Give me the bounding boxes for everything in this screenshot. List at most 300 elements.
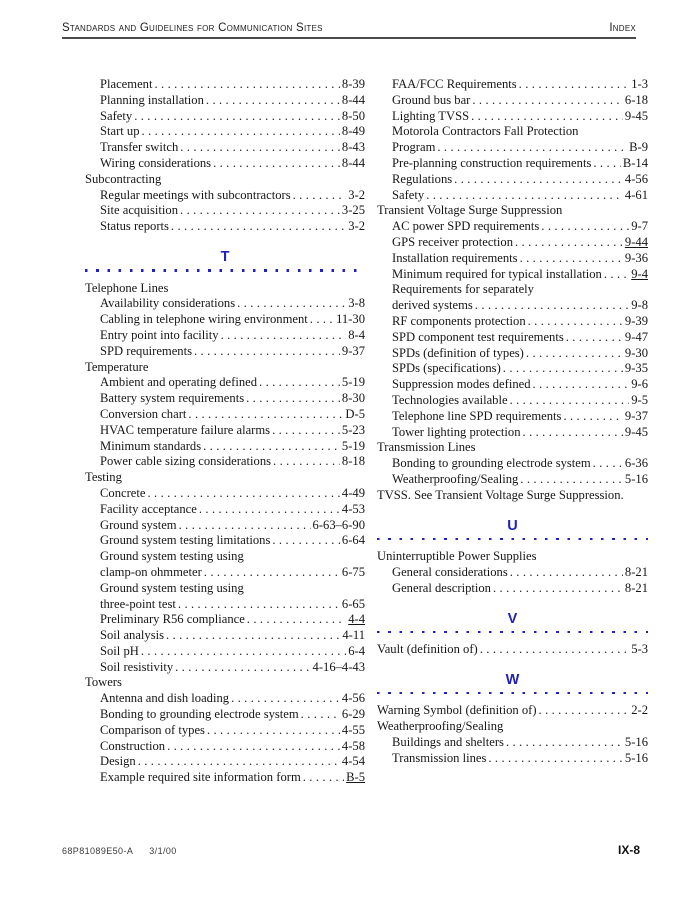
section-divider-T xyxy=(85,249,365,272)
index-entry-row xyxy=(85,281,365,297)
dot-leader xyxy=(221,328,347,344)
index-entry-row xyxy=(392,219,648,235)
entry-text: Safety xyxy=(100,108,133,123)
dot-leader xyxy=(171,219,346,235)
dot-leader xyxy=(207,723,340,739)
entry-page: 1-3 xyxy=(631,77,648,91)
index-column-right xyxy=(377,77,648,786)
entry-page: 6-65 xyxy=(341,596,365,611)
entry-text: Motorola Contractors Fall Protection xyxy=(392,124,579,139)
index-entry-row xyxy=(392,346,648,362)
index-entry xyxy=(377,330,648,346)
dot-leader xyxy=(533,377,630,393)
document-date: 3/1/00 xyxy=(149,846,177,856)
entry-text: Technologies available xyxy=(392,392,508,407)
section-divider-U xyxy=(377,518,648,541)
dot-leader xyxy=(175,660,310,676)
dot-leader xyxy=(272,423,340,439)
index-entry xyxy=(85,739,365,755)
entry-text: Buildings and shelters xyxy=(392,735,504,750)
entry-text: HVAC temperature failure alarms xyxy=(100,422,271,437)
index-entry xyxy=(85,423,365,439)
section-dotted-rule xyxy=(85,269,365,272)
entry-text: Minimum required for typical installation xyxy=(392,266,602,281)
section-dotted-rule xyxy=(377,692,648,695)
index-entry-row xyxy=(100,644,365,660)
index-entry-row xyxy=(100,391,365,407)
entry-text: RF components protection xyxy=(392,313,526,328)
index-entry xyxy=(85,407,365,423)
dot-leader xyxy=(472,93,623,109)
dot-leader xyxy=(526,346,623,362)
dot-leader xyxy=(303,770,344,786)
index-entry xyxy=(85,581,365,613)
index-entry-row xyxy=(392,472,648,488)
index-entry xyxy=(85,518,365,534)
dot-leader xyxy=(454,172,623,188)
entry-text: Pre-planning construction requirements xyxy=(392,155,592,170)
dot-leader xyxy=(203,439,340,455)
index-entry-row xyxy=(377,703,648,719)
index-entry-row xyxy=(392,409,648,425)
dot-leader xyxy=(563,409,622,425)
entry-page: 9-45 xyxy=(624,424,648,439)
dot-leader xyxy=(520,472,623,488)
index-entry xyxy=(377,156,648,172)
entry-page: 4-49 xyxy=(341,485,365,500)
index-entry xyxy=(85,502,365,518)
index-entry xyxy=(377,751,648,767)
entry-text: General considerations xyxy=(392,564,508,579)
dot-leader xyxy=(134,109,340,125)
entry-page: 5-19 xyxy=(341,438,365,453)
dot-leader xyxy=(167,739,340,755)
entry-text: Towers xyxy=(85,675,122,690)
entry-text: Weatherproofing/Sealing xyxy=(377,719,504,734)
dot-leader xyxy=(523,425,623,441)
dot-leader xyxy=(471,109,623,125)
index-entry xyxy=(377,565,648,581)
dot-leader xyxy=(188,407,343,423)
entry-text: Example required site information form xyxy=(100,770,301,785)
index-entry-row xyxy=(100,77,365,93)
dot-leader xyxy=(231,691,340,707)
entry-page: 4-56 xyxy=(341,691,365,706)
index-entry xyxy=(85,93,365,109)
entry-text: Design xyxy=(100,754,136,769)
document-number: 68P81089E50-A xyxy=(62,846,134,856)
dot-leader xyxy=(237,296,346,312)
index-entry-row xyxy=(100,219,365,235)
index-entry xyxy=(377,377,648,393)
entry-text: AC power SPD requirements xyxy=(392,219,540,234)
index-entry xyxy=(377,109,648,125)
index-entry xyxy=(377,703,648,719)
section-dotted-rule xyxy=(377,538,648,541)
index-entry xyxy=(377,172,648,188)
entry-text: Availability considerations xyxy=(100,296,236,311)
index-entry-row xyxy=(392,77,648,93)
section-letter: V xyxy=(507,610,518,627)
index-heading xyxy=(85,470,365,486)
entry-page: 8-4 xyxy=(348,327,365,342)
index-entry-row xyxy=(377,719,648,735)
entry-page: 6-64 xyxy=(341,533,365,548)
index-entry-row xyxy=(100,203,365,219)
index-entry xyxy=(377,735,648,751)
index-entry xyxy=(85,486,365,502)
entry-page: 9-45 xyxy=(624,108,648,123)
entry-text: Planning installation xyxy=(100,92,204,107)
index-entry-row xyxy=(392,172,648,188)
index-entry xyxy=(377,251,648,267)
index-column-left xyxy=(85,77,365,786)
index-heading xyxy=(377,440,648,456)
dot-leader xyxy=(142,124,340,140)
index-entry-row xyxy=(392,735,648,751)
index-entry-row xyxy=(392,188,648,204)
entry-page: 4-54 xyxy=(341,754,365,769)
index-entry xyxy=(85,628,365,644)
index-entry xyxy=(377,425,648,441)
entry-text: Regulations xyxy=(392,171,453,186)
dot-leader xyxy=(272,533,340,549)
dot-leader xyxy=(515,235,623,251)
index-entry xyxy=(85,375,365,391)
entry-page-link[interactable]: 9-4 xyxy=(631,266,648,281)
dot-leader xyxy=(539,703,630,719)
index-entry xyxy=(377,472,648,488)
entry-page: 4-56 xyxy=(624,171,648,186)
dot-leader xyxy=(178,597,340,613)
entry-text: clamp-on ohmmeter xyxy=(100,564,202,579)
index-entry xyxy=(377,77,648,93)
entry-page: 4-53 xyxy=(341,501,365,516)
dot-leader xyxy=(138,754,340,770)
index-entry xyxy=(85,612,365,628)
index-entry-row xyxy=(85,675,365,691)
dot-leader xyxy=(506,735,623,751)
index-entry-row xyxy=(377,440,648,456)
dot-leader xyxy=(301,707,340,723)
index-entry-row xyxy=(100,407,365,423)
section-divider-V xyxy=(377,611,648,634)
dot-leader xyxy=(488,751,623,767)
entry-text: Installation requirements xyxy=(392,250,518,265)
page-footer xyxy=(62,843,640,857)
index-entry xyxy=(85,328,365,344)
index-entry-row xyxy=(377,549,648,565)
entry-text: SPDs (definition of types) xyxy=(392,345,524,360)
index-entry xyxy=(85,109,365,125)
index-entry xyxy=(85,707,365,723)
page-number: IX-8 xyxy=(617,843,640,857)
index-entry-row xyxy=(392,330,648,346)
index-entry-row xyxy=(100,549,365,565)
dot-leader xyxy=(273,454,340,470)
entry-page: 8-18 xyxy=(341,454,365,469)
entry-text: Power cable sizing considerations xyxy=(100,454,272,469)
entry-text: Entry point into facility xyxy=(100,327,219,342)
dot-leader xyxy=(179,518,311,534)
index-entry xyxy=(85,533,365,549)
index-entry-row xyxy=(100,423,365,439)
dot-leader xyxy=(604,267,629,283)
entry-page: 9-47 xyxy=(624,329,648,344)
dot-leader xyxy=(475,298,629,314)
entry-page: 8-50 xyxy=(341,108,365,123)
index-heading xyxy=(377,488,648,504)
index-entry xyxy=(377,267,648,283)
index-entry xyxy=(85,439,365,455)
entry-page: 8-43 xyxy=(341,140,365,155)
index-entry xyxy=(85,77,365,93)
entry-page: 6-63–6-90 xyxy=(312,517,365,532)
section-letter: T xyxy=(220,248,230,265)
entry-page: 5-3 xyxy=(631,642,648,657)
entry-text: Start up xyxy=(100,124,140,139)
dot-leader xyxy=(480,642,629,658)
entry-page: 5-19 xyxy=(341,375,365,390)
dot-leader xyxy=(147,486,339,502)
index-entry xyxy=(85,644,365,660)
dot-leader xyxy=(426,188,623,204)
entry-text: Transient Voltage Surge Suppression xyxy=(377,203,563,218)
index-entry-row xyxy=(392,393,648,409)
dot-leader xyxy=(246,391,340,407)
entry-text: Site acquisition xyxy=(100,203,179,218)
header-right-title: Index xyxy=(609,22,636,34)
entry-page: 8-39 xyxy=(341,77,365,91)
index-entry-row xyxy=(100,565,365,581)
entry-page: D-5 xyxy=(345,406,365,421)
entry-page: 6-75 xyxy=(341,564,365,579)
dot-leader xyxy=(141,644,346,660)
header-left-title: Standards and Guidelines for Communication Sites xyxy=(62,22,323,34)
index-entry-row xyxy=(100,328,365,344)
index-entry xyxy=(377,361,648,377)
index-entry-row xyxy=(100,296,365,312)
dot-leader xyxy=(293,188,347,204)
index-entry xyxy=(377,188,648,204)
entry-page: 9-5 xyxy=(631,392,648,407)
entry-page: 3-2 xyxy=(348,219,365,234)
entry-text: Vault (definition of) xyxy=(377,642,478,657)
index-entry xyxy=(377,235,648,251)
index-entry xyxy=(377,314,648,330)
entry-page: 3-2 xyxy=(348,187,365,202)
index-entry xyxy=(85,156,365,172)
entry-text: Ground system testing limitations xyxy=(100,533,271,548)
entry-page: 9-30 xyxy=(624,345,648,360)
index-entry-row xyxy=(392,282,648,298)
index-heading xyxy=(85,675,365,691)
index-heading xyxy=(85,281,365,297)
entry-text: Requirements for separately xyxy=(392,282,534,297)
entry-page: 9-37 xyxy=(341,343,365,358)
index-entry-row xyxy=(100,707,365,723)
dot-leader xyxy=(493,581,623,597)
index-entry-row xyxy=(100,723,365,739)
entry-page: 5-16 xyxy=(624,735,648,750)
index-entry-row xyxy=(100,660,365,676)
index-entry xyxy=(85,660,365,676)
index-entry-row xyxy=(392,298,648,314)
index-entry-row xyxy=(392,314,648,330)
entry-text: Soil pH xyxy=(100,643,139,658)
index-entry xyxy=(85,391,365,407)
index-entry xyxy=(85,219,365,235)
entry-text: Ground bus bar xyxy=(392,92,471,107)
index-entry-row xyxy=(85,172,365,188)
index-heading xyxy=(85,172,365,188)
index-entry xyxy=(377,456,648,472)
entry-text: Subcontracting xyxy=(85,171,162,186)
index-entry-row xyxy=(100,628,365,644)
index-entry-row xyxy=(392,565,648,581)
entry-text: Lighting TVSS xyxy=(392,108,470,123)
dot-leader xyxy=(154,77,339,93)
dot-leader xyxy=(259,375,340,391)
entry-text: derived systems xyxy=(392,298,473,313)
entry-page: 9-6 xyxy=(631,377,648,392)
index-entry-row xyxy=(392,156,648,172)
index-heading xyxy=(377,203,648,219)
dot-leader xyxy=(213,156,340,172)
index-entry-row xyxy=(377,642,648,658)
index-entry-row xyxy=(392,456,648,472)
index-entry-row xyxy=(100,375,365,391)
index-entry-row xyxy=(85,470,365,486)
entry-page: B-9 xyxy=(629,140,648,155)
index-entry xyxy=(85,454,365,470)
entry-page: 8-30 xyxy=(341,391,365,406)
index-entry-row xyxy=(392,235,648,251)
dot-leader xyxy=(510,393,630,409)
dot-leader xyxy=(437,140,627,156)
entry-text: General description xyxy=(392,580,491,595)
index-entry-row xyxy=(392,267,648,283)
index-entry-row xyxy=(85,360,365,376)
entry-text: Weatherproofing/Sealing xyxy=(392,471,519,486)
entry-text: Placement xyxy=(100,77,153,91)
entry-text: Transfer switch xyxy=(100,140,179,155)
dot-leader xyxy=(503,361,623,377)
index-entry xyxy=(377,409,648,425)
entry-page-link[interactable]: 9-44 xyxy=(624,234,648,249)
index-entry-row xyxy=(100,140,365,156)
index-entry-row xyxy=(392,124,648,140)
entry-text: Warning Symbol (definition of) xyxy=(377,703,537,718)
index-entry-row xyxy=(100,188,365,204)
index-entry xyxy=(85,770,365,786)
entry-text: SPDs (specifications) xyxy=(392,361,501,376)
entry-page: 9-35 xyxy=(624,361,648,376)
entry-page: 8-49 xyxy=(341,124,365,139)
page-header xyxy=(62,22,636,39)
index-entry-row xyxy=(100,754,365,770)
dot-leader xyxy=(166,628,340,644)
entry-page: 4-55 xyxy=(341,722,365,737)
index-entry-row xyxy=(392,361,648,377)
entry-text: FAA/FCC Requirements xyxy=(392,77,517,91)
entry-page: 8-44 xyxy=(341,155,365,170)
dot-leader xyxy=(593,456,623,472)
index-entry-row xyxy=(100,454,365,470)
index-entry xyxy=(85,188,365,204)
dot-leader xyxy=(541,219,629,235)
index-entry-row xyxy=(100,597,365,613)
entry-page: 9-37 xyxy=(624,408,648,423)
entry-text: GPS receiver protection xyxy=(392,234,513,249)
dot-leader xyxy=(566,330,623,346)
entry-page: 11-30 xyxy=(336,312,365,327)
index-entry xyxy=(377,124,648,156)
index-entry-row xyxy=(100,739,365,755)
entry-text: Soil resistivity xyxy=(100,659,174,674)
entry-page-link[interactable]: 4-4 xyxy=(348,612,365,627)
dot-leader xyxy=(247,612,346,628)
dot-leader xyxy=(593,156,620,172)
entry-text: Construction xyxy=(100,738,166,753)
dot-leader xyxy=(194,344,340,360)
entry-page: 2-2 xyxy=(631,703,648,718)
dot-leader xyxy=(510,565,623,581)
index-entry-row xyxy=(100,312,365,328)
entry-text: Minimum standards xyxy=(100,438,202,453)
footer-doc-info xyxy=(62,846,177,856)
entry-page-link[interactable]: B-5 xyxy=(346,770,365,785)
index-entry xyxy=(377,393,648,409)
section-dotted-rule xyxy=(377,631,648,634)
entry-text: Program xyxy=(392,140,436,155)
entry-text: Ground system xyxy=(100,517,177,532)
dot-leader xyxy=(519,77,630,93)
entry-page: 5-23 xyxy=(341,422,365,437)
entry-text: SPD component test requirements xyxy=(392,329,564,344)
entry-page: 8-44 xyxy=(341,92,365,107)
entry-text: Transmission Lines xyxy=(377,440,476,455)
index-entry-row xyxy=(392,140,648,156)
index-entry-row xyxy=(392,377,648,393)
index-entry-row xyxy=(392,581,648,597)
entry-page: 3-8 xyxy=(348,296,365,311)
entry-text: Bonding to grounding electrode system xyxy=(392,456,591,471)
index-heading xyxy=(377,549,648,565)
index-entry-row xyxy=(100,612,365,628)
entry-page: 5-16 xyxy=(624,471,648,486)
index-entry-row xyxy=(100,502,365,518)
index-entry xyxy=(377,346,648,362)
index-entry xyxy=(377,93,648,109)
dot-leader xyxy=(199,502,340,518)
index-entry xyxy=(85,344,365,360)
entry-text: SPD requirements xyxy=(100,343,192,358)
entry-page: 6-18 xyxy=(624,92,648,107)
entry-page: 8-21 xyxy=(624,564,648,579)
entry-page: 9-36 xyxy=(624,250,648,265)
index-entry xyxy=(85,296,365,312)
dot-leader xyxy=(180,140,340,156)
section-letter: U xyxy=(507,517,518,534)
index-entry xyxy=(85,124,365,140)
entry-text: Facility acceptance xyxy=(100,501,197,516)
entry-text: TVSS. See Transient Voltage Surge Suppression. xyxy=(377,487,624,502)
entry-text: Conversion chart xyxy=(100,406,187,421)
dot-leader xyxy=(520,251,623,267)
entry-text: Temperature xyxy=(85,359,149,374)
entry-text: Uninterruptible Power Supplies xyxy=(377,549,537,564)
